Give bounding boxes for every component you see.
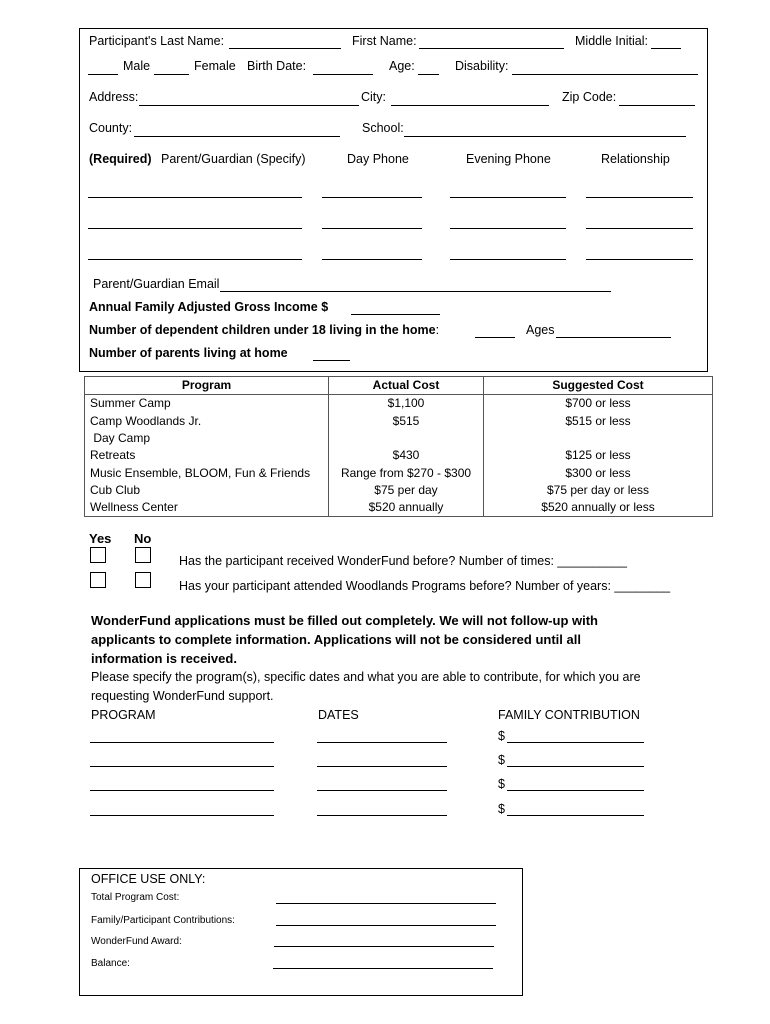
male-label: Male (123, 59, 151, 73)
dependents-colon: : (435, 323, 440, 337)
middle-initial-label: Middle Initial: (575, 34, 648, 48)
yes-label: Yes (89, 531, 112, 546)
question-2: Has your participant attended Woodlands Programs before? Number of years: ________ (179, 579, 671, 593)
parent-guardian-label: Parent/Guardian (Specify) (161, 152, 306, 166)
evening-phone-field-2[interactable] (450, 228, 566, 229)
zip-field[interactable] (619, 105, 695, 106)
notice-line-1: WonderFund applications must be filled out completely. We will not follow-up with (91, 613, 598, 628)
table-row (85, 499, 713, 517)
school-label: School: (362, 121, 404, 135)
question-1: Has the participant received WonderFund before? Number of times: __________ (179, 554, 627, 568)
contribution-field-1[interactable] (507, 742, 644, 743)
zip-label: Zip Code: (562, 90, 617, 104)
dependents-field[interactable] (475, 337, 515, 338)
dates-field-2[interactable] (317, 766, 447, 767)
contribution-field-2[interactable] (507, 766, 644, 767)
guardian-name-field-3[interactable] (88, 259, 302, 260)
relationship-field-1[interactable] (586, 197, 693, 198)
ages-label: Ages (526, 323, 555, 337)
dependents-row (89, 323, 439, 337)
program-field-4[interactable] (90, 815, 274, 816)
table-cell (484, 430, 713, 447)
table-cell: $520 annually or less (484, 499, 713, 517)
male-field[interactable] (88, 74, 118, 75)
relationship-field-3[interactable] (586, 259, 693, 260)
wonderfund-award-label: WonderFund Award: (91, 936, 182, 947)
table-row (85, 430, 713, 447)
relationship-label: Relationship (601, 152, 670, 166)
table-cell: Day Camp (85, 430, 329, 447)
dates-field-1[interactable] (317, 742, 447, 743)
table-header: Suggested Cost (484, 377, 713, 395)
table-cell (329, 430, 484, 447)
last-name-field[interactable] (229, 48, 341, 49)
day-phone-field-3[interactable] (322, 259, 422, 260)
dependents-label: Number of dependent children under 18 living in the home (89, 323, 436, 337)
guardian-name-field-2[interactable] (88, 228, 302, 229)
county-label: County: (89, 121, 133, 135)
table-row (85, 464, 713, 481)
evening-phone-field-1[interactable] (450, 197, 566, 198)
no-label: No (134, 531, 152, 546)
income-label: Annual Family Adjusted Gross Income $ (89, 300, 329, 314)
instructions-line-2: requesting WonderFund support. (91, 689, 274, 703)
birth-date-field[interactable] (313, 74, 373, 75)
participant-info-section (79, 28, 708, 372)
dollar-sign: $ (498, 729, 505, 743)
table-cell: Range from $270 - $300 (329, 464, 484, 481)
contribution-field-3[interactable] (507, 790, 644, 791)
table-cell: $520 annually (329, 499, 484, 517)
day-phone-field-1[interactable] (322, 197, 422, 198)
program-field-2[interactable] (90, 766, 274, 767)
table-row (85, 413, 713, 430)
last-name-label: Participant's Last Name: (89, 34, 225, 48)
q1-no-checkbox[interactable] (135, 547, 151, 563)
email-field[interactable] (220, 291, 611, 292)
county-field[interactable] (134, 136, 340, 137)
balance-label: Balance: (91, 958, 130, 969)
program-field-3[interactable] (90, 790, 274, 791)
program-column-label: PROGRAM (91, 708, 156, 722)
table-row (85, 447, 713, 464)
family-contributions-field[interactable] (276, 925, 496, 926)
program-cost-table (84, 376, 713, 517)
disability-field[interactable] (512, 74, 698, 75)
family-contributions-label: Family/Participant Contributions: (91, 915, 235, 926)
table-header: Actual Cost (329, 377, 484, 395)
notice-line-3: information is received. (91, 651, 237, 666)
relationship-field-2[interactable] (586, 228, 693, 229)
parents-field[interactable] (313, 360, 350, 361)
required-label: (Required) (89, 152, 152, 166)
school-field[interactable] (404, 136, 686, 137)
address-label: Address: (89, 90, 139, 104)
table-cell: Camp Woodlands Jr. (85, 413, 329, 430)
table-cell: $75 per day or less (484, 482, 713, 499)
dates-field-4[interactable] (317, 815, 447, 816)
table-cell: $1,100 (329, 395, 484, 413)
address-field[interactable] (139, 105, 359, 106)
table-cell: Retreats (85, 447, 329, 464)
parents-label: Number of parents living at home (89, 346, 288, 360)
balance-field[interactable] (273, 968, 493, 969)
evening-phone-field-3[interactable] (450, 259, 566, 260)
total-program-cost-field[interactable] (276, 903, 496, 904)
notice-line-2: applicants to complete information. Applications will not be considered until all (91, 632, 581, 647)
birth-date-label: Birth Date: (247, 59, 307, 73)
table-cell: $515 (329, 413, 484, 430)
age-field[interactable] (418, 74, 439, 75)
family-contribution-column-label: FAMILY CONTRIBUTION (498, 708, 640, 722)
total-program-cost-label: Total Program Cost: (91, 892, 180, 903)
office-use-section (79, 868, 523, 996)
day-phone-label: Day Phone (347, 152, 409, 166)
table-cell: $430 (329, 447, 484, 464)
middle-initial-field[interactable] (651, 48, 681, 49)
table-cell: $125 or less (484, 447, 713, 464)
city-field[interactable] (391, 105, 549, 106)
instructions-line-1: Please specify the program(s), specific dates and what you are able to contribute, for which you are (91, 670, 641, 684)
wonderfund-award-field[interactable] (274, 946, 494, 947)
ages-field[interactable] (556, 337, 671, 338)
day-phone-field-2[interactable] (322, 228, 422, 229)
table-row (85, 482, 713, 499)
dates-column-label: DATES (318, 708, 359, 722)
dollar-sign: $ (498, 802, 505, 816)
income-field[interactable] (351, 314, 440, 315)
table-header: Program (85, 377, 329, 395)
contribution-field-4[interactable] (507, 815, 644, 816)
table-cell: $300 or less (484, 464, 713, 481)
disability-label: Disability: (455, 59, 509, 73)
guardian-name-field-1[interactable] (88, 197, 302, 198)
female-label: Female (194, 59, 236, 73)
female-field[interactable] (154, 74, 189, 75)
program-field-1[interactable] (90, 742, 274, 743)
table-cell: $515 or less (484, 413, 713, 430)
first-name-field[interactable] (419, 48, 564, 49)
q1-yes-checkbox[interactable] (90, 547, 106, 563)
q2-no-checkbox[interactable] (135, 572, 151, 588)
table-header-row (85, 377, 713, 395)
city-label: City: (361, 90, 386, 104)
table-cell: $75 per day (329, 482, 484, 499)
table-cell: Summer Camp (85, 395, 329, 413)
table-cell: $700 or less (484, 395, 713, 413)
office-use-title: OFFICE USE ONLY: (91, 872, 206, 886)
evening-phone-label: Evening Phone (466, 152, 551, 166)
table-cell: Wellness Center (85, 499, 329, 517)
dates-field-3[interactable] (317, 790, 447, 791)
table-cell: Cub Club (85, 482, 329, 499)
table-cell: Music Ensemble, BLOOM, Fun & Friends (85, 464, 329, 481)
dollar-sign: $ (498, 777, 505, 791)
q2-yes-checkbox[interactable] (90, 572, 106, 588)
age-label: Age: (389, 59, 415, 73)
table-row (85, 395, 713, 413)
email-label: Parent/Guardian Email (93, 277, 220, 291)
dollar-sign: $ (498, 753, 505, 767)
first-name-label: First Name: (352, 34, 417, 48)
